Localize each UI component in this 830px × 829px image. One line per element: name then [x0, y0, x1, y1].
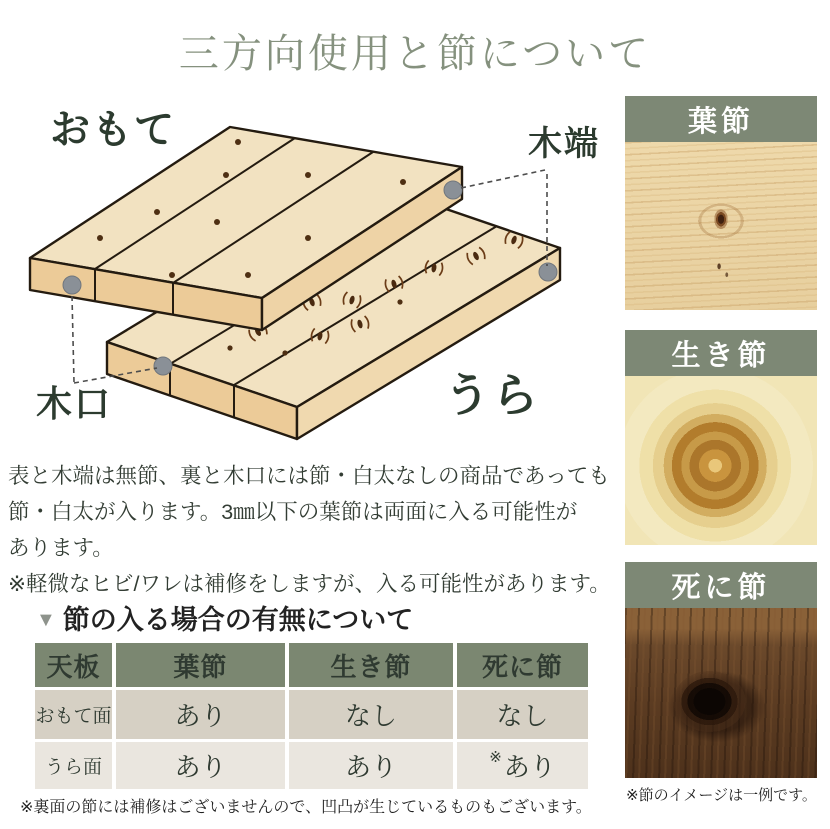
down-triangle-icon: ▼ [36, 609, 56, 631]
table-cell: なし [289, 690, 453, 739]
table-cell: あり [116, 690, 285, 739]
description-line: 表と木端は無節、裏と木口には節・白太なしの商品であっても [8, 464, 610, 488]
knot-table [35, 643, 588, 789]
front-endgrain-marker-dot [63, 276, 81, 294]
table-cell: あり [116, 742, 285, 789]
knot-table-heading [36, 602, 413, 638]
table-cell: うら面 [35, 742, 112, 789]
back-endgrain-marker-dot [154, 357, 172, 375]
live-knot-photo [625, 376, 817, 545]
page-title: 三方向使用と節について [178, 32, 652, 76]
label-endgrain-face: 木口 [36, 383, 113, 424]
description-line: ※軽微なヒビ/ワレは補修をしますが、入る可能性があります。 [8, 572, 611, 596]
knot-photo-label: 死に節 [625, 562, 817, 608]
table-header-cell: 死に節 [457, 643, 588, 687]
label-front-face: おもて [50, 108, 176, 152]
label-edge-face: 木端 [528, 125, 600, 163]
table-cell-note-mark: ※ [489, 748, 502, 766]
knot-photo-label: 葉節 [625, 96, 817, 142]
back-edge-marker-dot [539, 263, 557, 281]
knot-photo-card-live [625, 330, 817, 545]
knot-photo-card-leaf [625, 96, 817, 310]
table-cell-value: あり [503, 752, 556, 782]
table-cell: あり [289, 742, 453, 789]
description-line: あります。 [8, 536, 114, 560]
dead-knot-photo [625, 608, 817, 778]
table-cell: なし [457, 690, 588, 739]
description-line: 節・白太が入ります。3㎜以下の葉節は両面に入る可能性が [8, 500, 578, 524]
description-text [8, 458, 624, 602]
knot-table-heading-text: 節の入る場合の有無について [62, 605, 414, 635]
knot-photo-label: 生き節 [625, 330, 817, 376]
photo-caption: ※節のイメージは一例です。 [626, 787, 817, 804]
table-header-cell: 葉節 [116, 643, 285, 687]
leaf-knot-photo [625, 142, 817, 310]
knot-photo-card-dead [625, 562, 817, 778]
table-header-cell: 天板 [35, 643, 112, 687]
table-cell [457, 742, 588, 789]
front-edge-marker-dot [444, 181, 462, 199]
table-cell: おもて面 [35, 690, 112, 739]
table-header-cell: 生き節 [289, 643, 453, 687]
table-footnote: ※裏面の節には補修はございませんので、凹凸が生じているものもございます。 [20, 799, 592, 816]
label-back-face: うら [444, 369, 540, 421]
